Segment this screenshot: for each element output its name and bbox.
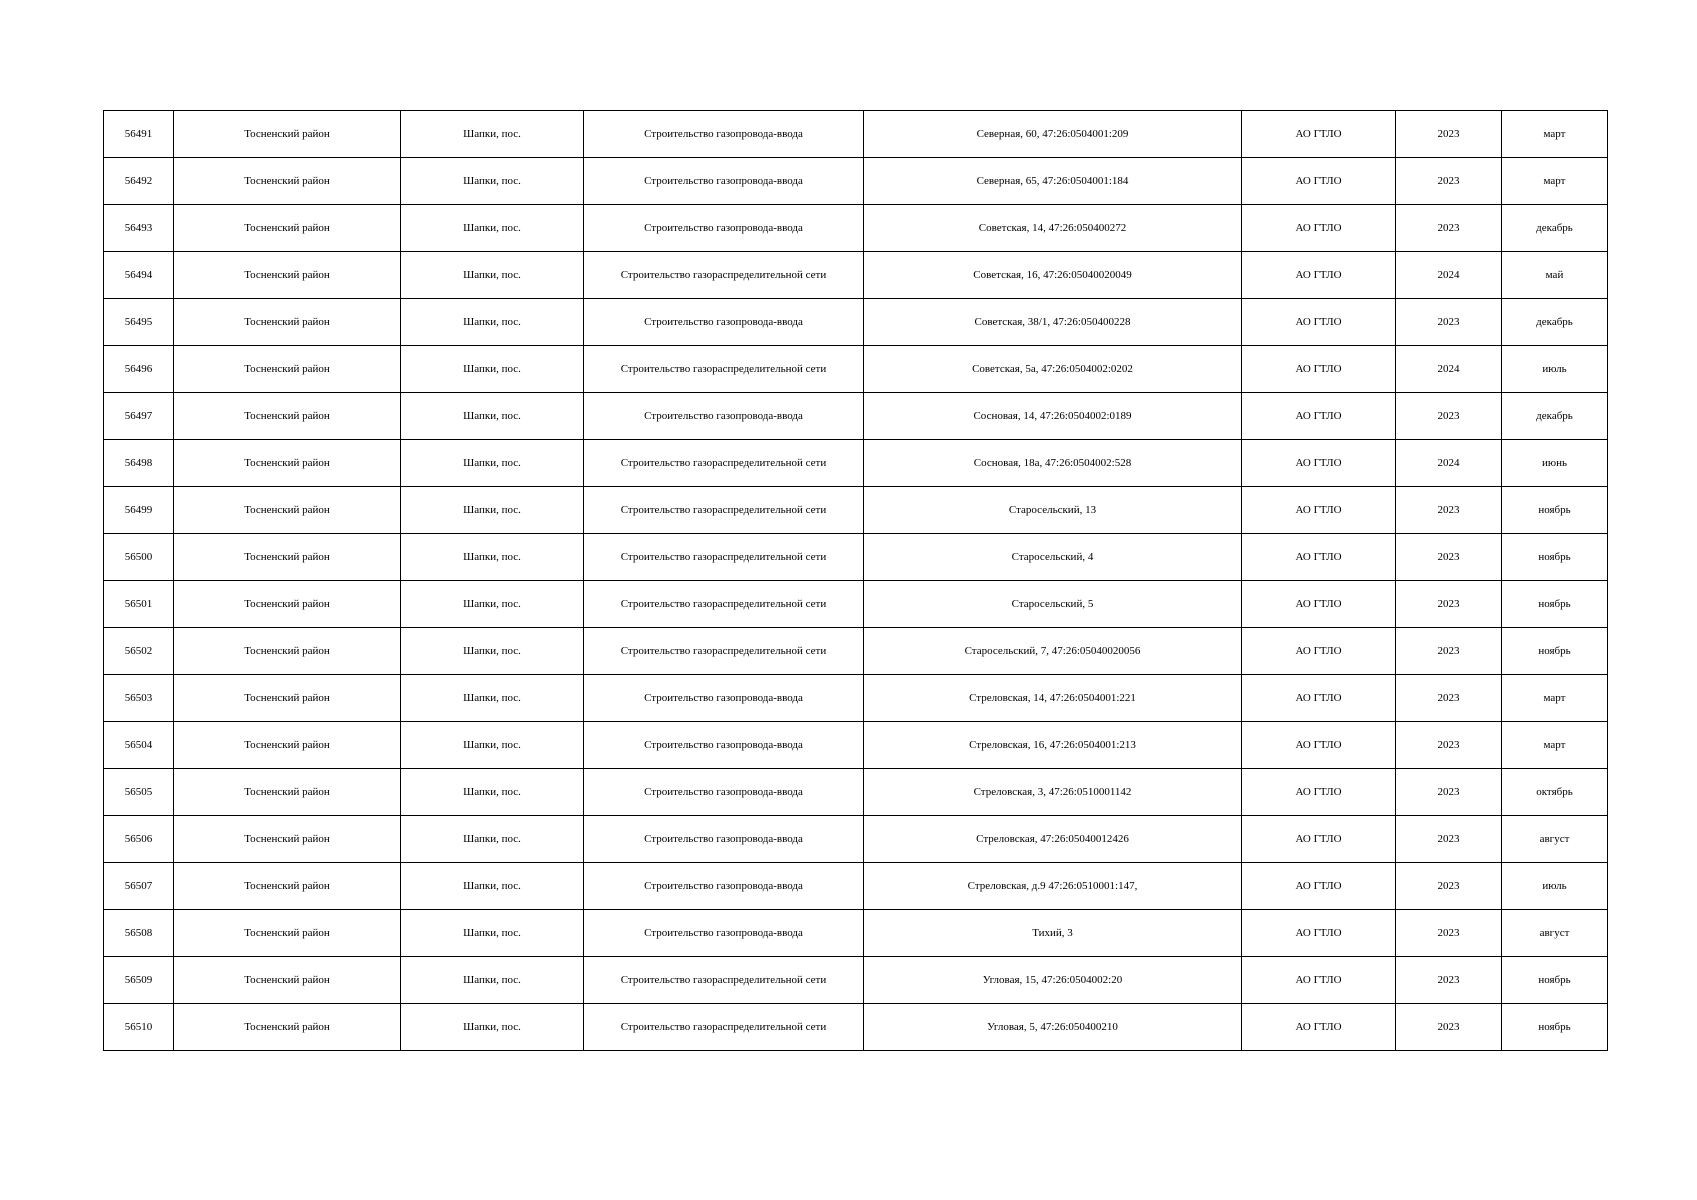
organization-cell: АО ГТЛО <box>1242 111 1396 158</box>
id-cell: 56495 <box>104 299 174 346</box>
organization-cell: АО ГТЛО <box>1242 863 1396 910</box>
year-cell: 2023 <box>1396 158 1502 205</box>
address-cell: Угловая, 5, 47:26:050400210 <box>864 1004 1242 1051</box>
organization-cell: АО ГТЛО <box>1242 581 1396 628</box>
organization-cell: АО ГТЛО <box>1242 205 1396 252</box>
table-row <box>104 581 1608 628</box>
work-type-cell: Строительство газопровода-ввода <box>584 393 864 440</box>
settlement-cell: Шапки, пос. <box>401 299 584 346</box>
month-cell: март <box>1502 675 1608 722</box>
organization-cell: АО ГТЛО <box>1242 957 1396 1004</box>
work-type-cell: Строительство газопровода-ввода <box>584 769 864 816</box>
settlement-cell: Шапки, пос. <box>401 346 584 393</box>
organization-cell: АО ГТЛО <box>1242 252 1396 299</box>
month-cell: декабрь <box>1502 299 1608 346</box>
address-cell: Стреловская, 3, 47:26:0510001142 <box>864 769 1242 816</box>
table-row <box>104 346 1608 393</box>
month-cell: август <box>1502 816 1608 863</box>
month-cell: декабрь <box>1502 205 1608 252</box>
year-cell: 2023 <box>1396 910 1502 957</box>
district-cell: Тосненский район <box>174 722 401 769</box>
id-cell: 56503 <box>104 675 174 722</box>
settlement-cell: Шапки, пос. <box>401 393 584 440</box>
address-cell: Тихий, 3 <box>864 910 1242 957</box>
address-cell: Угловая, 15, 47:26:0504002:20 <box>864 957 1242 1004</box>
month-cell: октябрь <box>1502 769 1608 816</box>
month-cell: ноябрь <box>1502 628 1608 675</box>
id-cell: 56493 <box>104 205 174 252</box>
work-type-cell: Строительство газораспределительной сети <box>584 628 864 675</box>
year-cell: 2023 <box>1396 722 1502 769</box>
year-cell: 2023 <box>1396 816 1502 863</box>
address-cell: Советская, 14, 47:26:050400272 <box>864 205 1242 252</box>
settlement-cell: Шапки, пос. <box>401 863 584 910</box>
organization-cell: АО ГТЛО <box>1242 675 1396 722</box>
work-type-cell: Строительство газопровода-ввода <box>584 722 864 769</box>
address-cell: Северная, 65, 47:26:0504001:184 <box>864 158 1242 205</box>
settlement-cell: Шапки, пос. <box>401 252 584 299</box>
district-cell: Тосненский район <box>174 581 401 628</box>
year-cell: 2023 <box>1396 628 1502 675</box>
month-cell: ноябрь <box>1502 957 1608 1004</box>
work-type-cell: Строительство газораспределительной сети <box>584 252 864 299</box>
table-row <box>104 769 1608 816</box>
work-type-cell: Строительство газопровода-ввода <box>584 299 864 346</box>
settlement-cell: Шапки, пос. <box>401 675 584 722</box>
year-cell: 2023 <box>1396 1004 1502 1051</box>
month-cell: июнь <box>1502 440 1608 487</box>
year-cell: 2023 <box>1396 863 1502 910</box>
district-cell: Тосненский район <box>174 111 401 158</box>
month-cell: март <box>1502 158 1608 205</box>
year-cell: 2023 <box>1396 205 1502 252</box>
table-row <box>104 863 1608 910</box>
work-type-cell: Строительство газораспределительной сети <box>584 1004 864 1051</box>
work-type-cell: Строительство газораспределительной сети <box>584 957 864 1004</box>
settlement-cell: Шапки, пос. <box>401 910 584 957</box>
month-cell: ноябрь <box>1502 487 1608 534</box>
organization-cell: АО ГТЛО <box>1242 816 1396 863</box>
district-cell: Тосненский район <box>174 346 401 393</box>
year-cell: 2023 <box>1396 675 1502 722</box>
id-cell: 56496 <box>104 346 174 393</box>
settlement-cell: Шапки, пос. <box>401 111 584 158</box>
id-cell: 56506 <box>104 816 174 863</box>
address-cell: Старосельский, 7, 47:26:05040020056 <box>864 628 1242 675</box>
table-row <box>104 393 1608 440</box>
id-cell: 56510 <box>104 1004 174 1051</box>
organization-cell: АО ГТЛО <box>1242 440 1396 487</box>
district-cell: Тосненский район <box>174 534 401 581</box>
id-cell: 56498 <box>104 440 174 487</box>
settlement-cell: Шапки, пос. <box>401 628 584 675</box>
month-cell: декабрь <box>1502 393 1608 440</box>
table-row <box>104 487 1608 534</box>
address-cell: Советская, 5а, 47:26:0504002:0202 <box>864 346 1242 393</box>
organization-cell: АО ГТЛО <box>1242 158 1396 205</box>
organization-cell: АО ГТЛО <box>1242 346 1396 393</box>
settlement-cell: Шапки, пос. <box>401 816 584 863</box>
settlement-cell: Шапки, пос. <box>401 1004 584 1051</box>
settlement-cell: Шапки, пос. <box>401 769 584 816</box>
organization-cell: АО ГТЛО <box>1242 722 1396 769</box>
table-row <box>104 252 1608 299</box>
work-type-cell: Строительство газопровода-ввода <box>584 863 864 910</box>
settlement-cell: Шапки, пос. <box>401 487 584 534</box>
district-cell: Тосненский район <box>174 910 401 957</box>
year-cell: 2023 <box>1396 487 1502 534</box>
year-cell: 2023 <box>1396 769 1502 816</box>
district-cell: Тосненский район <box>174 675 401 722</box>
id-cell: 56501 <box>104 581 174 628</box>
address-cell: Стреловская, д.9 47:26:0510001:147, <box>864 863 1242 910</box>
work-type-cell: Строительство газораспределительной сети <box>584 346 864 393</box>
year-cell: 2023 <box>1396 581 1502 628</box>
address-cell: Стреловская, 47:26:05040012426 <box>864 816 1242 863</box>
year-cell: 2023 <box>1396 393 1502 440</box>
table-row <box>104 816 1608 863</box>
address-cell: Советская, 16, 47:26:05040020049 <box>864 252 1242 299</box>
id-cell: 56502 <box>104 628 174 675</box>
work-type-cell: Строительство газопровода-ввода <box>584 816 864 863</box>
organization-cell: АО ГТЛО <box>1242 393 1396 440</box>
table-row <box>104 205 1608 252</box>
district-cell: Тосненский район <box>174 158 401 205</box>
id-cell: 56491 <box>104 111 174 158</box>
table-row <box>104 628 1608 675</box>
table-row <box>104 910 1608 957</box>
work-type-cell: Строительство газопровода-ввода <box>584 675 864 722</box>
organization-cell: АО ГТЛО <box>1242 1004 1396 1051</box>
table-row <box>104 158 1608 205</box>
organization-cell: АО ГТЛО <box>1242 769 1396 816</box>
year-cell: 2024 <box>1396 346 1502 393</box>
table-row <box>104 1004 1608 1051</box>
settlement-cell: Шапки, пос. <box>401 205 584 252</box>
address-cell: Советская, 38/1, 47:26:050400228 <box>864 299 1242 346</box>
month-cell: ноябрь <box>1502 581 1608 628</box>
work-type-cell: Строительство газораспределительной сети <box>584 534 864 581</box>
settlement-cell: Шапки, пос. <box>401 158 584 205</box>
table-row <box>104 534 1608 581</box>
id-cell: 56492 <box>104 158 174 205</box>
district-cell: Тосненский район <box>174 205 401 252</box>
district-cell: Тосненский район <box>174 1004 401 1051</box>
work-type-cell: Строительство газопровода-ввода <box>584 158 864 205</box>
settlement-cell: Шапки, пос. <box>401 534 584 581</box>
work-type-cell: Строительство газопровода-ввода <box>584 910 864 957</box>
table-body <box>104 111 1608 1051</box>
table-row <box>104 440 1608 487</box>
address-cell: Старосельский, 13 <box>864 487 1242 534</box>
settlement-cell: Шапки, пос. <box>401 722 584 769</box>
district-cell: Тосненский район <box>174 487 401 534</box>
year-cell: 2023 <box>1396 534 1502 581</box>
district-cell: Тосненский район <box>174 816 401 863</box>
district-cell: Тосненский район <box>174 957 401 1004</box>
address-cell: Старосельский, 5 <box>864 581 1242 628</box>
settlement-cell: Шапки, пос. <box>401 957 584 1004</box>
table-row <box>104 111 1608 158</box>
month-cell: ноябрь <box>1502 534 1608 581</box>
year-cell: 2023 <box>1396 957 1502 1004</box>
table-row <box>104 957 1608 1004</box>
district-cell: Тосненский район <box>174 299 401 346</box>
month-cell: июль <box>1502 863 1608 910</box>
month-cell: март <box>1502 111 1608 158</box>
id-cell: 56509 <box>104 957 174 1004</box>
year-cell: 2024 <box>1396 252 1502 299</box>
district-cell: Тосненский район <box>174 628 401 675</box>
data-table <box>103 110 1608 1051</box>
settlement-cell: Шапки, пос. <box>401 440 584 487</box>
district-cell: Тосненский район <box>174 252 401 299</box>
work-type-cell: Строительство газопровода-ввода <box>584 111 864 158</box>
work-type-cell: Строительство газораспределительной сети <box>584 487 864 534</box>
work-type-cell: Строительство газораспределительной сети <box>584 581 864 628</box>
id-cell: 56499 <box>104 487 174 534</box>
organization-cell: АО ГТЛО <box>1242 299 1396 346</box>
work-type-cell: Строительство газораспределительной сети <box>584 440 864 487</box>
district-cell: Тосненский район <box>174 440 401 487</box>
id-cell: 56505 <box>104 769 174 816</box>
id-cell: 56494 <box>104 252 174 299</box>
table-row <box>104 675 1608 722</box>
year-cell: 2023 <box>1396 111 1502 158</box>
organization-cell: АО ГТЛО <box>1242 534 1396 581</box>
id-cell: 56497 <box>104 393 174 440</box>
district-cell: Тосненский район <box>174 769 401 816</box>
id-cell: 56504 <box>104 722 174 769</box>
month-cell: март <box>1502 722 1608 769</box>
organization-cell: АО ГТЛО <box>1242 628 1396 675</box>
address-cell: Северная, 60, 47:26:0504001:209 <box>864 111 1242 158</box>
table-row <box>104 722 1608 769</box>
address-cell: Старосельский, 4 <box>864 534 1242 581</box>
year-cell: 2024 <box>1396 440 1502 487</box>
table-row <box>104 299 1608 346</box>
district-cell: Тосненский район <box>174 393 401 440</box>
address-cell: Стреловская, 16, 47:26:0504001:213 <box>864 722 1242 769</box>
address-cell: Сосновая, 18а, 47:26:0504002:528 <box>864 440 1242 487</box>
id-cell: 56507 <box>104 863 174 910</box>
month-cell: май <box>1502 252 1608 299</box>
district-cell: Тосненский район <box>174 863 401 910</box>
organization-cell: АО ГТЛО <box>1242 910 1396 957</box>
work-type-cell: Строительство газопровода-ввода <box>584 205 864 252</box>
id-cell: 56500 <box>104 534 174 581</box>
address-cell: Сосновая, 14, 47:26:0504002:0189 <box>864 393 1242 440</box>
month-cell: июль <box>1502 346 1608 393</box>
address-cell: Стреловская, 14, 47:26:0504001:221 <box>864 675 1242 722</box>
id-cell: 56508 <box>104 910 174 957</box>
month-cell: август <box>1502 910 1608 957</box>
organization-cell: АО ГТЛО <box>1242 487 1396 534</box>
settlement-cell: Шапки, пос. <box>401 581 584 628</box>
year-cell: 2023 <box>1396 299 1502 346</box>
month-cell: ноябрь <box>1502 1004 1608 1051</box>
